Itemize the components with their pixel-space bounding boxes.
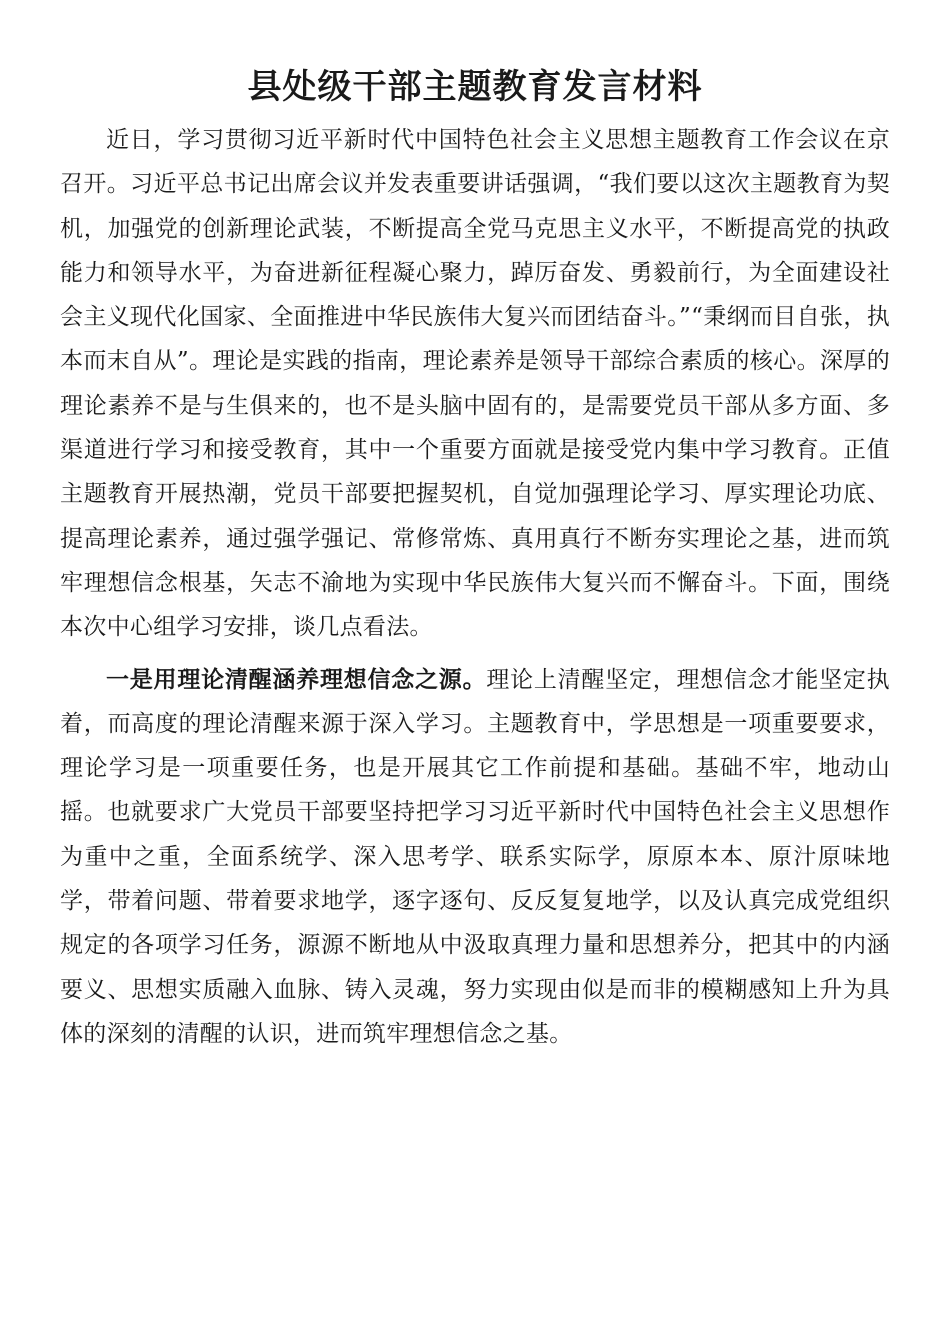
point-one-heading: 一是用理论清醒涵养理想信念之源。 — [106, 665, 487, 693]
intro-paragraph: 近日，学习贯彻习近平新时代中国特色社会主义思想主题教育工作会议在京召开。习近平总书记出席会议并发表重要讲话强调，“我们要以这次主题教育为契机，加强党的创新理论武装，不断提高全党马克思主义水平，不断提高党的执政能力和领导水平，为奋进新征程凝心聚力，踔厉奋发、勇毅前行，为全面建设社会主义现代化国家、全面推进中华民族伟大复兴而团结奋斗。”“秉纲而目自张，执本而末自从”。理论是实践的指南，理论素养是领导干部综合素质的核心。深厚的理论素养不是与生俱来的，也不是头脑中固有的，是需要党员干部从多方面、多渠道进行学习和接受教育，其中一个重要方面就是接受党内集中学习教育。正值主题教育开展热潮，党员干部要把握契机，自觉加强理论学习、厚实理论功底、提高理论素养，通过强学强记、常修常炼、真用真行不断夯实理论之基，进而筑牢理想信念根基，矢志不渝地为实现中华民族伟大复兴而不懈奋斗。下面，围绕本次中心组学习安排，谈几点看法。 — [60, 127, 890, 641]
point-one-paragraph — [60, 658, 890, 1057]
document-page — [60, 60, 890, 1056]
point-one-body: 理论上清醒坚定，理想信念才能坚定执着，而高度的理论清醒来源于深入学习。主题教育中，学思想是一项重要要求，理论学习是一项重要任务，也是开展其它工作前提和基础。基础不牢，地动山摇。也就要求广大党员干部要坚持把学习习近平新时代中国特色社会主义思想作为重中之重，全面系统学、深入思考学、联系实际学，原原本本、原汁原味地学，带着问题、带着要求地学，逐字逐句、反反复复地学，以及认真完成党组织规定的各项学习任务，源源不断地从中汲取真理力量和思想养分，把其中的内涵要义、思想实质融入血脉、铸入灵魂，努力实现由似是而非的模糊感知上升为具体的深刻的清醒的认识，进而筑牢理想信念之基。 — [60, 666, 890, 1047]
document-title: 县处级干部主题教育发言材料 — [247, 67, 703, 107]
